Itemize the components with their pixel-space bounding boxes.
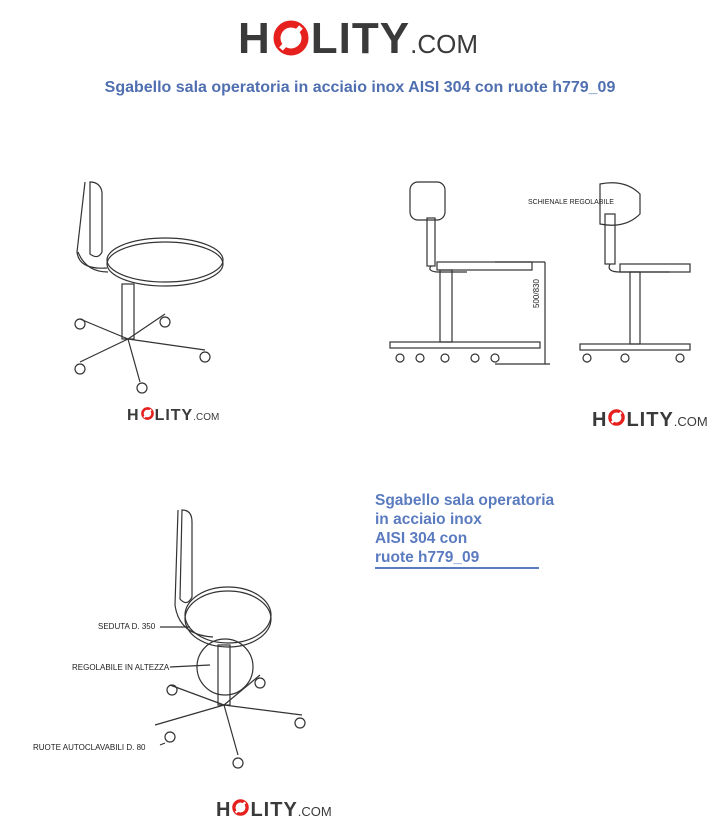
logo-text-lity: LITY bbox=[250, 799, 298, 821]
backrest-label: SCHIENALE REGOLABILE bbox=[528, 199, 614, 206]
desc-line-4[interactable]: ruote h779_09 bbox=[375, 548, 539, 569]
seat-label: SEDUTA D. 350 bbox=[98, 622, 156, 631]
brand-logo-small-1[interactable] bbox=[127, 407, 219, 425]
desc-line-2: in acciaio inox bbox=[375, 511, 482, 528]
logo-tld: .COM bbox=[193, 412, 220, 423]
stool-annotated-drawing bbox=[140, 505, 340, 775]
logo-o-icon bbox=[608, 409, 625, 426]
logo-text-lity: LITY bbox=[154, 407, 194, 424]
logo-o-icon bbox=[141, 407, 154, 420]
brand-logo-main[interactable] bbox=[238, 14, 478, 64]
logo-text-lity: LITY bbox=[626, 409, 674, 431]
adjustable-height-label: REGOLABILE IN ALTEZZA bbox=[72, 663, 170, 672]
logo-letter-h: H bbox=[216, 799, 232, 821]
logo-letter-h: H bbox=[592, 409, 608, 431]
brand-logo-small-2[interactable] bbox=[592, 409, 708, 432]
logo-letter-h: H bbox=[127, 407, 140, 424]
logo-tld: .COM bbox=[297, 804, 332, 819]
logo-tld: .COM bbox=[410, 29, 478, 59]
page-title: Sgabello sala operatoria in acciaio inox AISI 304 con ruote h779_09 bbox=[104, 79, 616, 96]
wheels-label: RUOTE AUTOCLAVABILI D. 80 bbox=[33, 743, 146, 752]
logo-text-lity: LITY bbox=[310, 14, 411, 63]
stool-perspective-drawing bbox=[60, 172, 230, 402]
product-description bbox=[375, 491, 554, 569]
logo-o-icon bbox=[273, 17, 309, 53]
brand-logo-small-3[interactable] bbox=[216, 799, 332, 822]
logo-letter-h: H bbox=[238, 14, 271, 63]
logo-tld: .COM bbox=[673, 414, 708, 429]
desc-line-3: AISI 304 con bbox=[375, 530, 468, 547]
height-dimension-label: 500/830 bbox=[532, 279, 541, 308]
logo-o-icon bbox=[232, 799, 249, 816]
desc-line-1: Sgabello sala operatoria bbox=[375, 492, 555, 509]
